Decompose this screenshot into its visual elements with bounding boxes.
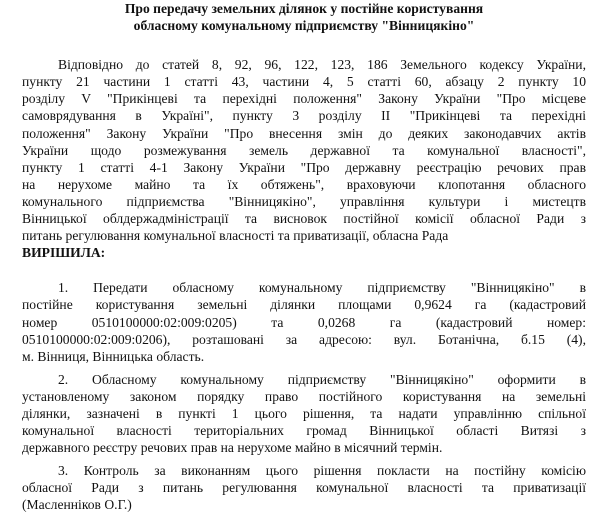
preamble-line: самоврядування в Україні", пункту 3 розділу II "Прикінцеві та перехідні	[22, 108, 586, 124]
item-line: (Масленніков О.Г.)	[22, 497, 132, 513]
item-line: м. Вінниця, Вінницька область.	[22, 348, 205, 364]
item-line: 0510100000:02:009:0206), розташовані за адресою: вул. Ботанічна, б.15 (4),	[22, 331, 586, 347]
preamble-line: комунального підприємства "Вінницякіно", управління культури і мистецтв	[22, 193, 586, 209]
preamble-line: Вінницької облдержадміністрації та висновок постійної комісії обласної Ради з	[22, 211, 586, 227]
item-line: комунальної власності територіальних громад Вінницької області Витязі з	[22, 423, 586, 439]
item-line: номер 0510100000:02:009:0205) та 0,0268 га (кадастровий номер:	[22, 314, 586, 330]
preamble-line: пункту 1 статті 4-1 Закону України "Про державну реєстрацію речових прав	[22, 159, 586, 175]
document-title	[22, 0, 586, 34]
item-line: державного реєстру речових прав на нерухоме майно в місячний термін.	[22, 440, 443, 456]
preamble-line: Відповідно до статей 8, 92, 96, 122, 123, 186 Земельного кодексу України,	[58, 57, 586, 73]
item-line: 2. Обласному комунальному підприємству "Вінницякіно" оформити в	[58, 371, 586, 387]
item-line: постійне користування земельні ділянки площами 0,9624 га (кадастровий	[22, 297, 586, 313]
preamble-paragraph	[22, 56, 586, 244]
resolution-item-3	[22, 462, 586, 513]
resolution-item-1	[22, 279, 586, 364]
preamble-line: пункту 21 частини 1 статті 43, частини 4, 5 статті 60, абзацу 2 пункту 10	[22, 74, 586, 90]
item-line: обласної Ради з питань регулювання комунальної власності та приватизації	[22, 480, 586, 496]
title-line: обласному комунальному підприємству "Вінницякіно"	[133, 18, 475, 34]
title-line: Про передачу земельних ділянок у постійне користування	[124, 1, 484, 16]
preamble-line: розділу V "Прикінцеві та перехідні положення" Закону України "Про місцеве	[22, 91, 586, 107]
item-line: 3. Контроль за виконанням цього рішення покласти на постійну комісію	[58, 463, 586, 479]
item-line: 1. Передати обласному комунальному підприємству "Вінницякіно" в	[58, 280, 586, 296]
preamble-line: питань регулювання комунальної власності та приватизації, обласна Рада	[22, 228, 449, 244]
preamble-line: України щодо розмежування земель державної та комунальної власності",	[22, 142, 586, 158]
preamble-line: положення" Закону України "Про внесення змін до деяких законодавчих актів	[22, 125, 586, 141]
resolution-item-2	[22, 371, 586, 456]
resolution-heading: ВИРІШИЛА:	[22, 245, 106, 261]
item-line: установленому законом порядку право постійного користування на земельні	[22, 388, 586, 404]
item-line: ділянки, зазначені в пункті 1 цього рішення, та надати управлінню спільної	[22, 405, 586, 421]
preamble-line: на нерухоме майно та їх обтяжень", враховуючи клопотання обласного	[22, 176, 586, 192]
